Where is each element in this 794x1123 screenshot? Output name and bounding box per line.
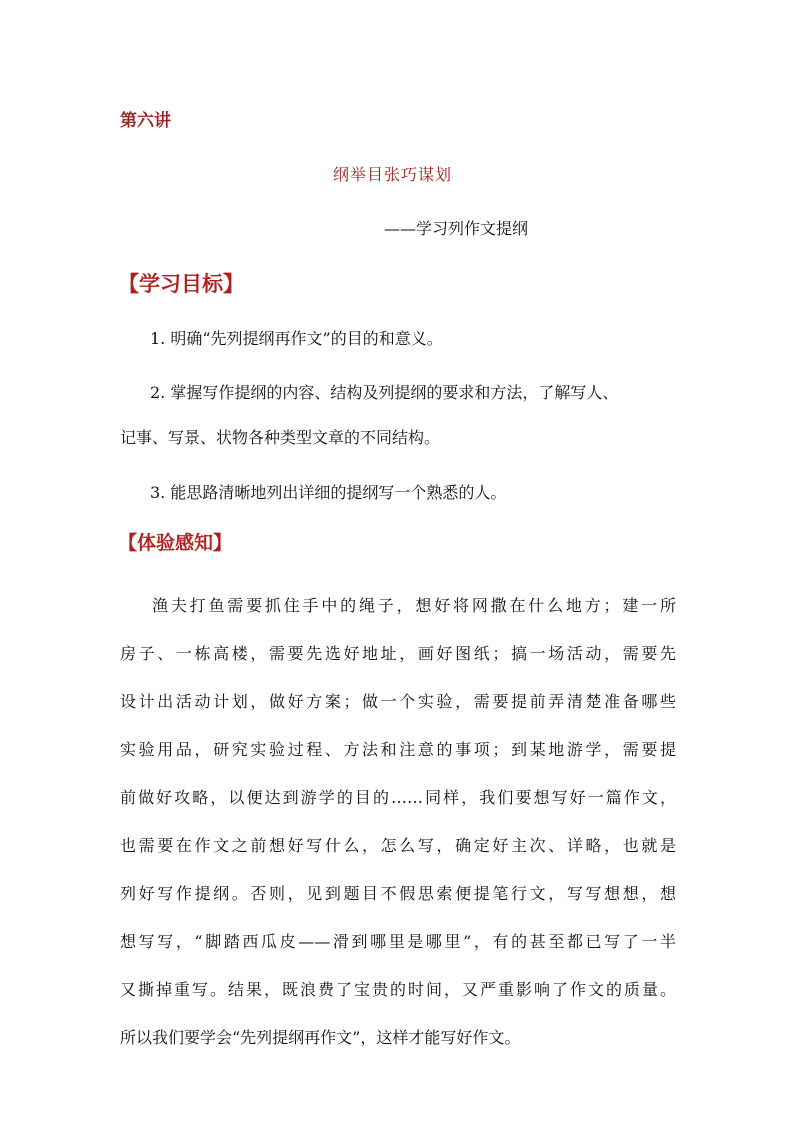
paragraph-line: 也需要在作文之前想好写什么，怎么写，确定好主次、详略，也就是 xyxy=(120,836,676,855)
section-heading-experience: 【体验感知】 xyxy=(118,532,233,554)
paragraph-line: 又撕掉重写。结果，既浪费了宝贵的时间，又严重影响了作文的质量。 xyxy=(120,980,676,999)
lecture-label: 第六讲 xyxy=(120,111,171,131)
goal-item-1: 1. 明确“先列提纲再作文”的目的和意义。 xyxy=(150,329,443,348)
paragraph-line: 实验用品，研究实验过程、方法和注意的事项；到某地游学，需要提 xyxy=(120,740,676,759)
goal-item-2-continued: 记事、写景、状物各种类型文章的不同结构。 xyxy=(120,428,441,447)
document-subtitle: ——学习列作文提纲 xyxy=(384,219,529,238)
paragraph-line: 渔夫打鱼需要抓住手中的绳子，想好将网撒在什么地方；建一所 xyxy=(152,596,676,615)
paragraph-line: 房子、一栋高楼，需要先选好地址，画好图纸；搞一场活动，需要先 xyxy=(120,644,676,663)
section-heading-goals: 【学习目标】 xyxy=(118,271,244,296)
goal-item-3: 3. 能思路清晰地列出详细的提纲写一个熟悉的人。 xyxy=(150,483,507,502)
document-title: 纲举目张巧谋划 xyxy=(333,165,453,184)
paragraph-line: 列好写作提纲。否则，见到题目不假思索便提笔行文，写写想想，想 xyxy=(120,884,676,903)
paragraph-line: 设计出活动计划，做好方案；做一个实验，需要提前弄清楚准备哪些 xyxy=(120,692,676,711)
experience-paragraph xyxy=(120,582,676,1062)
paragraph-line: 想写写，“脚踏西瓜皮——滑到哪里是哪里”，有的甚至都已写了一半 xyxy=(120,932,676,951)
paragraph-line: 前做好攻略，以便达到游学的目的……同样，我们要想写好一篇作文， xyxy=(120,788,676,807)
goal-item-2: 2. 掌握写作提纲的内容、结构及列提纲的要求和方法，了解写人、 xyxy=(150,383,619,402)
paragraph-line: 所以我们要学会“先列提纲再作文”，这样才能写好作文。 xyxy=(120,1028,521,1047)
